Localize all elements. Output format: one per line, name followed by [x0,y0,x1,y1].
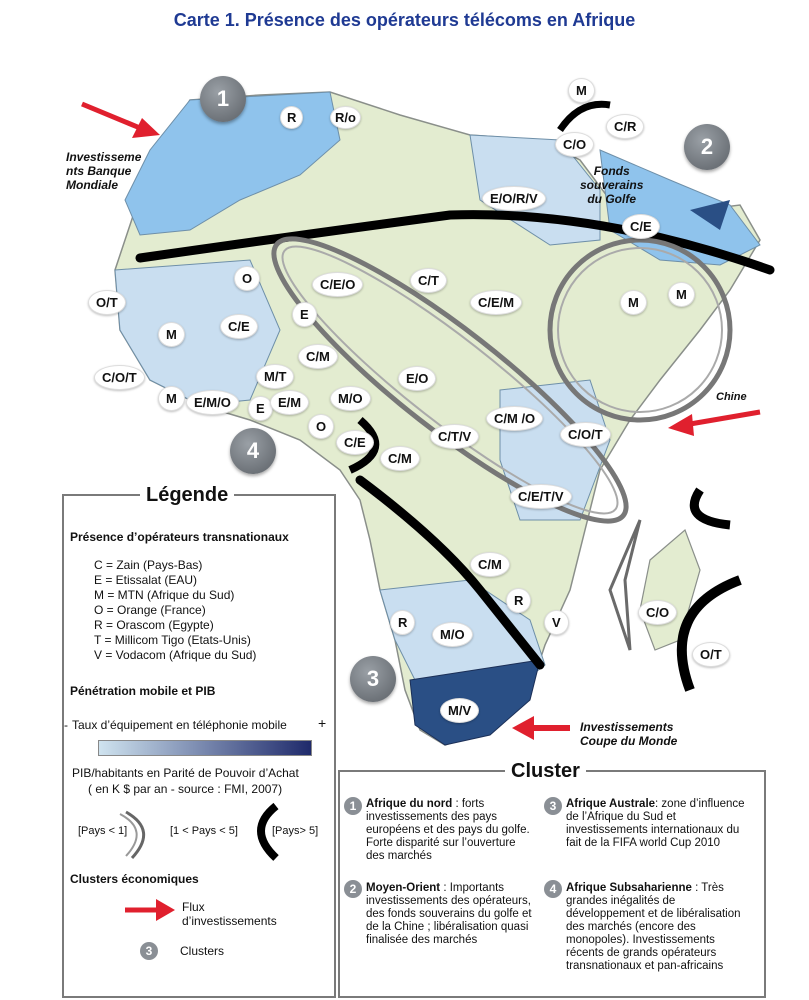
map-label: R [506,588,531,613]
map-label: C/O [638,600,677,625]
map-label: E/O/R/V [482,186,546,211]
legend-operator-item: M = MTN (Afrique du Sud) [94,588,235,602]
legend-operator-item: V = Vodacom (Afrique du Sud) [94,648,257,662]
legend-operators-heading: Présence d’opérateurs transnationaux [70,530,289,544]
cluster-panel-text-2: Moyen-Orient : Importants investissements des opérateurs, des fonds souverains du golfe et de la Chine ; libéralisation quasi finalisée des marchés [366,882,532,946]
legend-pib-line2: ( en K $ par an - source : FMI, 2007) [88,782,283,796]
legend-clusters-heading: Clusters économiques [70,872,199,886]
map-label: C/M /O [486,406,543,431]
map-label: C/E [622,214,660,239]
map-label: M/T [256,364,294,389]
map-label: C/T [410,268,447,293]
cluster-number-3: 3 [350,656,396,702]
cluster-panel-title: Cluster [505,760,586,783]
map-label: E [248,396,273,421]
legend-taux: Taux d’équipement en téléphonie mobile [72,718,287,732]
map-label: O/T [88,290,126,315]
legend-penetration-heading: Pénétration mobile et PIB [70,684,216,698]
map-label: C/O/T [560,422,611,447]
cluster-panel-num-1: 1 [344,797,362,815]
map-title: Carte 1. Présence des opérateurs télécoms en Afrique [173,10,636,30]
cluster-number-1: 1 [200,76,246,122]
cluster-panel-text-4: Afrique Subsaharienne : Très grandes inégalités de développement et de libéralisation des marchés (encore des monopoles). Investissements récents de grands opérateurs transnationaux et pan-africains [566,882,741,972]
annotation-chine: Chine [716,391,747,403]
map-label: C/E [336,430,374,455]
legend-pays-mid: [1 < Pays < 5] [170,825,238,837]
annotation-fonds-golfe: Fonds souverains du Golfe [580,164,644,206]
legend-pays-lt1: [Pays < 1] [78,825,128,837]
cluster-panel-num-2: 2 [344,880,362,898]
legend-cluster-symbol: 3 [140,942,158,960]
cluster-number-2: 2 [684,124,730,170]
legend-title: Légende [140,484,234,507]
map-label: C/O [555,132,594,157]
map-label: O [308,414,334,439]
map-label: R/o [330,106,361,129]
map-label: M [568,78,595,103]
legend-flux-line1: Flux [182,900,205,914]
map-label: C/E/M [470,290,522,315]
legend-plus: + [318,715,327,731]
map-label: R [280,106,303,129]
legend-operator-item: O = Orange (France) [94,603,206,617]
map-label: C/O/T [94,365,145,390]
legend-minus: - [64,718,68,732]
cluster-number-4: 4 [230,428,276,474]
legend-operator-item: T = Millicom Tigo (Etats-Unis) [94,633,251,647]
legend-operator-item: R = Orascom (Egypte) [94,618,214,632]
map-label: C/E [220,314,258,339]
map-label: O/T [692,642,730,667]
cluster-panel-text-1: Afrique du nord : forts investissements des pays européens et des pays du golfe. Forte disparité sur l’ouverture des marchés [366,798,530,862]
annotation-coupe-monde: Investissements Coupe du Monde [580,720,678,748]
cluster-panel-num-4: 4 [544,880,562,898]
cluster-panel-num-3: 3 [544,797,562,815]
legend-pib-line1: PIB/habitants en Parité de Pouvoir d’Achat [72,766,299,780]
map-label: M/V [440,698,479,723]
map-label: E/O [398,366,436,391]
map-label: M [158,322,185,347]
map-label: C/R [606,114,644,139]
annotation-banque-mondiale: Investisseme nts Banque Mondiale [66,150,142,192]
legend-arrow-head [156,899,175,921]
legend-flux-line2: d’investissements [182,914,277,928]
map-label: V [544,610,569,635]
map-label: E [292,302,317,327]
map-label: C/M [470,552,510,577]
map-label: M [668,282,695,307]
map-label: M [620,290,647,315]
legend-pays-gt5: [Pays> 5] [272,825,319,837]
map-label: M/O [330,386,371,411]
map-label: M/O [432,622,473,647]
legend-clusters-label: Clusters [180,944,225,958]
map-label: C/M [380,446,420,471]
map-label: R [390,610,415,635]
map-label: E/M/O [186,390,239,415]
map-label: M [158,386,185,411]
map-label: O [234,266,260,291]
map-label: C/T/V [430,424,479,449]
map-label: E/M [270,390,309,415]
cluster-panel-text-3: Afrique Australe: zone d’influence de l’Afrique du Sud et investissements internationaux du fait de la FIFA world Cup 2010 [566,798,745,849]
map-label: C/E/T/V [510,484,572,509]
map-label: C/E/O [312,272,363,297]
legend-operator-item: E = Etissalat (EAU) [94,573,198,587]
legend-operator-item: C = Zain (Pays-Bas) [94,558,203,572]
map-label: C/M [298,344,338,369]
